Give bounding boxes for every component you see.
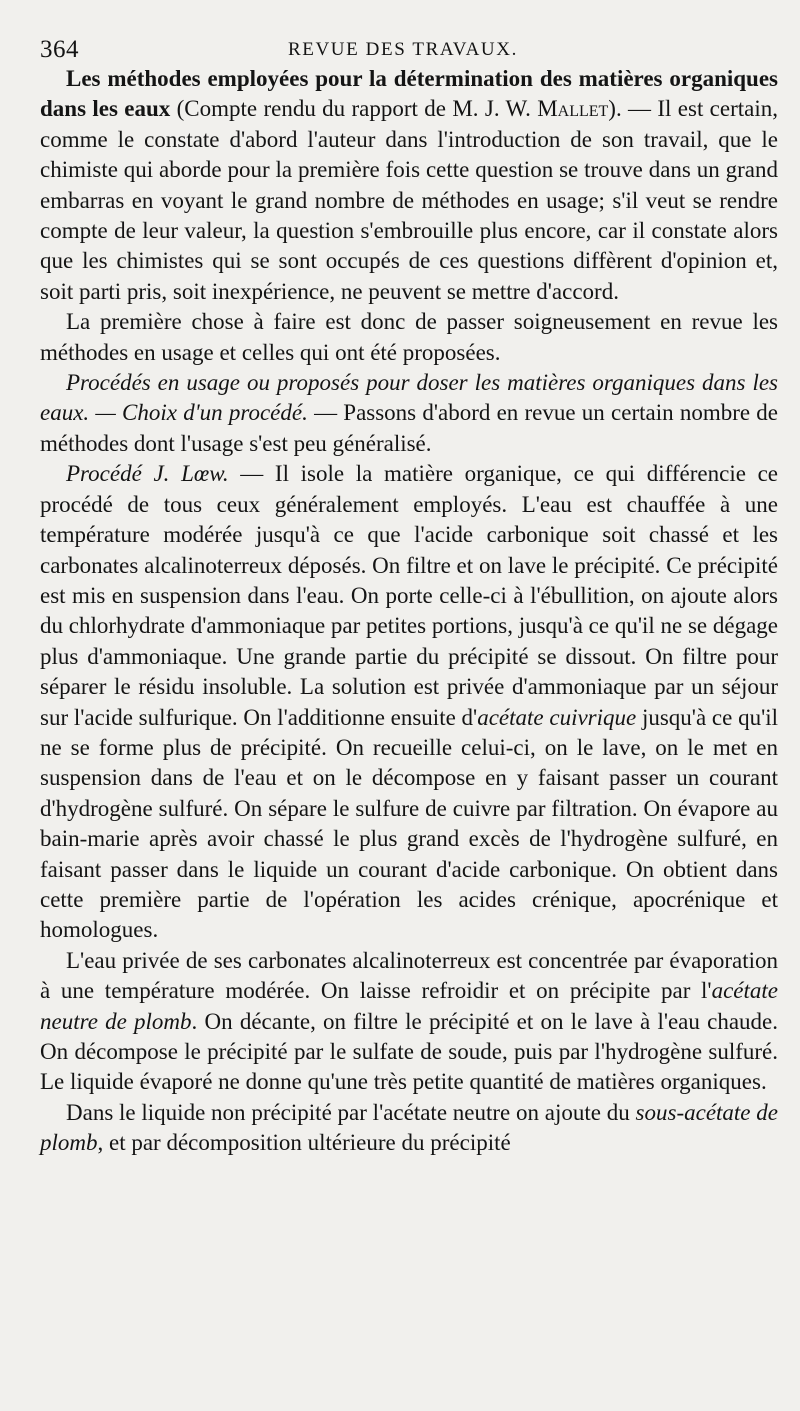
paragraph-text: — Passons d'abord en revue un certain nombre de méthodes dont l'usage s'est peu généralisé.	[40, 400, 779, 456]
reagent-name: acétate cuivrique	[477, 704, 637, 730]
paragraph-loew-procedure	[40, 459, 778, 946]
running-head: REVUE DES TRAVAUX.	[288, 39, 518, 60]
body-text	[40, 64, 778, 1159]
paragraph-lead-acetate	[40, 946, 778, 1098]
subsection-heading: Procédé J. Lœw.	[66, 461, 229, 487]
paragraph-text: Dans le liquide non précipité par l'acétate neutre on ajoute du	[66, 1099, 636, 1125]
paragraph-subacetate	[40, 1098, 778, 1159]
section-title: Les méthodes employées pour la détermination des matières organiques dans les eaux	[40, 66, 778, 122]
reagent-name: sous-acétate de plomb	[40, 1099, 778, 1156]
paragraph-text: (Compte rendu du rapport de M. J. W.	[170, 96, 538, 122]
paragraph-text: La première chose à faire est donc de passer soigneusement en revue les méthodes en usage et celles qui ont été proposées.	[40, 309, 778, 365]
author-name: Mallet	[537, 96, 609, 122]
paragraph-text: jusqu'à ce qu'il ne se forme plus de précipité. On recueille celui-ci, on le lave, on le met en suspension dans de l'eau et on le décompose en y faisant passer un courant d'hydrogène sulfuré. On sépare le sulfure de cuivre par filtration. On évapore au bain-marie après avoir chassé le plus grand excès de l'hydrogène sulfuré, en faisant passer dans le liquide un courant d'acide carbonique. On obtient dans cette première partie de l'opération les acides crénique, apocrénique et homologues.	[40, 704, 779, 943]
paragraph-procedures-overview	[40, 368, 778, 459]
page-header	[40, 30, 778, 64]
reagent-name: acétate neutre de plomb	[40, 978, 778, 1034]
paragraph-text: ). — Il est certain, comme le constate d'abord l'auteur dans l'introduction de son travail, que le chimiste qui aborde pour la première fois cette question se trouve dans un grand embarras en voyant le grand nombre de méthodes en usage; s'il veut se rendre compte de leur valeur, la question s'embrouille plus encore, car il constate alors que les chimistes qui se sont occupés de ces questions diffèrent d'opinion et, soit parti pris, soit inexpérience, ne peuvent se mettre d'accord.	[40, 96, 778, 304]
paragraph-text: , et par décomposition ultérieure du précipité	[97, 1130, 511, 1156]
paragraph-mallet-report	[40, 64, 778, 307]
paragraph-text: L'eau privée de ses carbonates alcalinoterreux est concentrée par évaporation à une température modérée. On laisse refroidir et on précipite par l'	[40, 947, 778, 1004]
paragraph-text: — Il isole la matière organique, ce qui différencie ce procédé de tous ceux généralement employés. L'eau est chauffée à une température modérée jusqu'à ce que l'acide carbonique soit chassé et les carbonates alcalinoterreux déposés. On filtre et on lave le précipité. Ce précipité est mis en suspension dans l'eau. On porte celle-ci à l'ébullition, on ajoute alors du chlorhydrate d'ammoniaque par petites portions, jusqu'à ce qu'il ne se dégage plus d'ammoniaque. Une grande partie du précipité se dissout. On filtre pour séparer le résidu insoluble. La solution est privée d'ammoniaque par un séjour sur l'acide sulfurique. On l'additionne ensuite d'	[40, 461, 779, 730]
subsection-heading: Procédés en usage ou proposés pour doser les matières organiques dans les eaux. — Choix d'un procédé.	[40, 370, 778, 426]
paragraph-first-step	[40, 307, 778, 368]
page-number: 364	[40, 36, 79, 63]
paragraph-text: . On décante, on filtre le précipité et on le lave à l'eau chaude. On décompose le précipité par le sulfate de soude, puis par l'hydrogène sulfuré. Le liquide évaporé ne donne qu'une très petite quantité de matières organiques.	[40, 1008, 778, 1095]
